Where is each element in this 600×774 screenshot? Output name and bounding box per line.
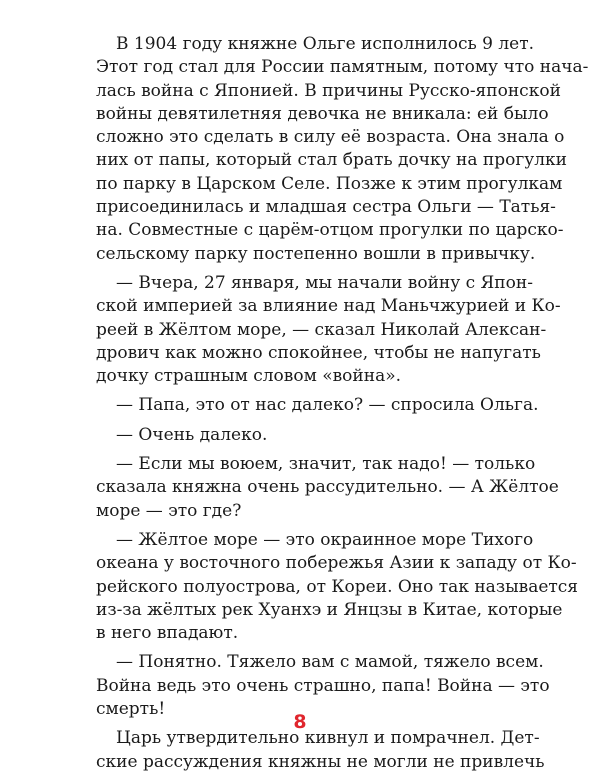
text-line: ской империей за влияние над Маньчжурией и Ко-: [96, 296, 561, 317]
text-line: войны девятилетняя девочка не вникала: ей было: [96, 103, 549, 124]
text-line: Этот год стал для России памятным, потому что нача-: [96, 57, 589, 78]
text-line: В 1904 году княжне Ольге исполнилось 9 лет.: [116, 34, 535, 54]
paragraph: [96, 33, 589, 266]
page-number: 8: [293, 711, 307, 733]
text-line: дрович как можно спокойнее, чтобы не напугать: [96, 342, 541, 363]
text-line: из-за жёлтых рек Хуанхэ и Янцзы в Китае, которые: [96, 599, 563, 620]
text-line: лась война с Японией. В причины Русско-японской: [96, 80, 561, 101]
text-line: них от папы, который стал брать дочку на прогулки: [96, 150, 568, 171]
text-line: — Вчера, 27 января, мы начали войну с Япон-: [116, 272, 533, 293]
text-line: рейского полуострова, от Кореи. Оно так называется: [96, 576, 579, 597]
text-line: присоединилась и младшая сестра Ольги — Татья-: [96, 197, 556, 218]
text-line: — Папа, это от нас далеко? — спросила Ольга.: [116, 395, 539, 416]
text-line: реей в Жёлтом море, — сказал Николай Алексан-: [96, 319, 547, 340]
text-line: — Очень далеко.: [116, 424, 268, 445]
text-line: — Жёлтое море — это окраинное море Тихого: [116, 529, 534, 550]
text-line: море — это где?: [96, 500, 242, 521]
paragraph: [96, 727, 545, 774]
text-line: на. Совместные с царём-отцом прогулки по царско-: [96, 220, 564, 241]
text-line: сельскому парку постепенно вошли в привычку.: [96, 243, 536, 264]
text-line: Война ведь это очень страшно, папа! Война — это: [96, 675, 550, 696]
text-line: в него впадают.: [96, 623, 239, 644]
text-line: ские рассуждения княжны не могли не привлечь: [96, 751, 545, 772]
text-line: сказала княжна очень рассудительно. — А Жёлтое: [96, 477, 559, 498]
text-line: по парку в Царском Селе. Позже к этим прогулкам: [96, 173, 563, 194]
paragraph: [96, 394, 539, 417]
body-text: [96, 33, 589, 774]
paragraph: [96, 529, 579, 645]
text-line: Царь утвердительно кивнул и помрачнел. Дет-: [116, 728, 540, 749]
text-line: — Понятно. Тяжело вам с мамой, тяжело всем.: [116, 652, 544, 673]
text-line: сложно это сделать в силу её возраста. Она знала о: [96, 127, 565, 148]
paragraph: [96, 272, 561, 388]
paragraph: [96, 424, 528, 447]
paragraph: [96, 453, 559, 523]
text-line: смерть!: [96, 699, 166, 720]
text-line: — Если мы воюем, значит, так надо! — только: [116, 454, 536, 475]
text-line: океана у восточного побережья Азии к западу от Ко-: [96, 553, 577, 574]
text-line: дочку страшным словом «война».: [96, 366, 402, 387]
